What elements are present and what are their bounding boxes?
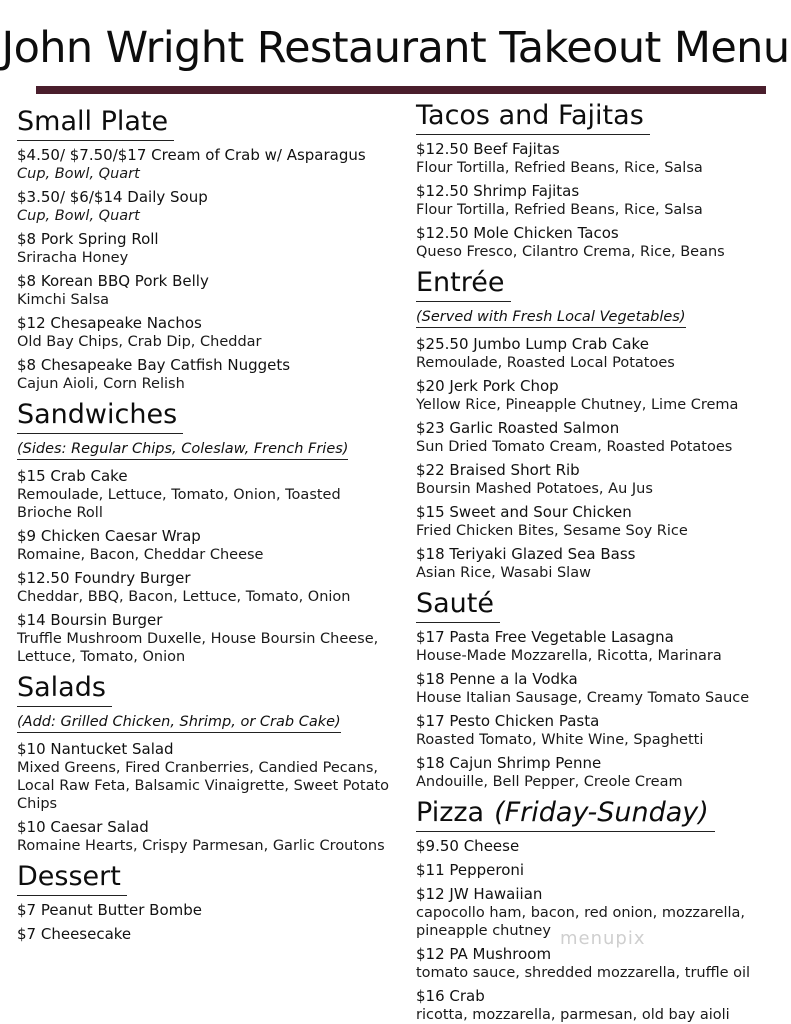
section-small-plate bbox=[17, 104, 397, 393]
menu-item bbox=[416, 545, 788, 582]
menu-item bbox=[416, 712, 788, 749]
menu-item-description: Asian Rice, Wasabi Slaw bbox=[416, 565, 591, 581]
menu-item bbox=[416, 670, 788, 707]
menu-item bbox=[416, 224, 788, 261]
menu-item-description: Sriracha Honey bbox=[17, 250, 129, 266]
menu-item bbox=[17, 569, 397, 606]
menu-item-description: Romaine, Bacon, Cheddar Cheese bbox=[17, 547, 264, 563]
section-heading bbox=[17, 397, 183, 434]
section-note: (Sides: Regular Chips, Coleslaw, French Fries) bbox=[17, 440, 348, 460]
menu-item-name-price: $10 Caesar Salad bbox=[17, 818, 149, 836]
menu-item-description: capocollo ham, bacon, red onion, mozzarella, pineapple chutney bbox=[416, 905, 746, 939]
menu-item bbox=[17, 467, 397, 522]
section-heading-extra: (Friday-Sunday) bbox=[494, 797, 709, 828]
menu-item bbox=[416, 419, 788, 456]
section-heading-text: Small Plate bbox=[17, 106, 169, 137]
menu-item bbox=[17, 146, 397, 183]
section-heading bbox=[416, 265, 511, 302]
section-sandwiches bbox=[17, 397, 397, 666]
menu-item bbox=[416, 628, 788, 665]
menu-item-name-price: $8 Pork Spring Roll bbox=[17, 230, 159, 248]
menu-item-description: Flour Tortilla, Refried Beans, Rice, Salsa bbox=[416, 202, 703, 218]
menu-item-description: Cajun Aioli, Corn Relish bbox=[17, 376, 185, 392]
menu-item-description: Romaine Hearts, Crispy Parmesan, Garlic Croutons bbox=[17, 838, 385, 854]
menu-item-description: Yellow Rice, Pineapple Chutney, Lime Crema bbox=[416, 397, 739, 413]
section-tacos-and-fajitas bbox=[416, 98, 788, 261]
menu-item bbox=[17, 925, 397, 944]
menu-item-description: Remoulade, Roasted Local Potatoes bbox=[416, 355, 675, 371]
menu-item bbox=[416, 461, 788, 498]
section-heading-text: Pizza bbox=[416, 797, 485, 828]
title-divider bbox=[36, 86, 766, 94]
menu-item bbox=[416, 140, 788, 177]
menu-title: John Wright Restaurant Takeout Menu bbox=[1, 23, 790, 73]
menu-item bbox=[17, 611, 397, 666]
menu-item-name-price: $10 Nantucket Salad bbox=[17, 740, 174, 758]
section-note: (Served with Fresh Local Vegetables) bbox=[416, 308, 686, 328]
menu-item-name-price: $15 Sweet and Sour Chicken bbox=[416, 503, 632, 521]
menu-item-description: House Italian Sausage, Creamy Tomato Sauce bbox=[416, 690, 750, 706]
menu-item-description: House-Made Mozzarella, Ricotta, Marinara bbox=[416, 648, 722, 664]
menu-item-name-price: $7 Cheesecake bbox=[17, 925, 132, 943]
menu-item-name-price: $11 Pepperoni bbox=[416, 861, 525, 879]
right-column bbox=[416, 98, 788, 1024]
menu-item bbox=[17, 230, 397, 267]
section-pizza bbox=[416, 795, 788, 1024]
section-salads bbox=[17, 670, 397, 855]
menu-item-description: Roasted Tomato, White Wine, Spaghetti bbox=[416, 732, 704, 748]
watermark: menupix bbox=[560, 928, 646, 949]
menu-item bbox=[416, 182, 788, 219]
menu-item-name-price: $22 Braised Short Rib bbox=[416, 461, 580, 479]
menu-item-description: tomato sauce, shredded mozzarella, truffle oil bbox=[416, 965, 751, 981]
menu-item-name-price: $12 Chesapeake Nachos bbox=[17, 314, 202, 332]
section-heading bbox=[416, 795, 715, 832]
menu-item-name-price: $12.50 Shrimp Fajitas bbox=[416, 182, 580, 200]
menu-item bbox=[416, 987, 788, 1024]
menu-item-description: Fried Chicken Bites, Sesame Soy Rice bbox=[416, 523, 688, 539]
menu-item-name-price: $17 Pesto Chicken Pasta bbox=[416, 712, 600, 730]
section-note: (Add: Grilled Chicken, Shrimp, or Crab Cake) bbox=[17, 713, 341, 733]
menu-item bbox=[17, 901, 397, 920]
menu-item-name-price: $8 Chesapeake Bay Catfish Nuggets bbox=[17, 356, 291, 374]
menu-item-name-price: $12.50 Mole Chicken Tacos bbox=[416, 224, 619, 242]
menu-item bbox=[416, 377, 788, 414]
menu-item-description: Queso Fresco, Cilantro Crema, Rice, Beans bbox=[416, 244, 725, 260]
menu-item bbox=[416, 503, 788, 540]
section-heading-text: Tacos and Fajitas bbox=[416, 100, 644, 131]
menu-item bbox=[17, 314, 397, 351]
menu-item-name-price: $12.50 Beef Fajitas bbox=[416, 140, 560, 158]
section-heading bbox=[17, 104, 174, 141]
section-heading-text: Entrée bbox=[416, 267, 505, 298]
left-column bbox=[17, 104, 397, 944]
menu-item-description: Boursin Mashed Potatoes, Au Jus bbox=[416, 481, 653, 497]
menu-item-name-price: $23 Garlic Roasted Salmon bbox=[416, 419, 620, 437]
menu-item-name-price: $18 Penne a la Vodka bbox=[416, 670, 578, 688]
menu-item-description: Mixed Greens, Fired Cranberries, Candied Pecans, Local Raw Feta, Balsamic Vinaigrette, Sweet Potato Chips bbox=[17, 760, 390, 812]
menu-item-description: Sun Dried Tomato Cream, Roasted Potatoes bbox=[416, 439, 733, 455]
menu-item-name-price: $8 Korean BBQ Pork Belly bbox=[17, 272, 209, 290]
menu-item bbox=[416, 754, 788, 791]
menu-item-name-price: $12 PA Mushroom bbox=[416, 945, 552, 963]
section-dessert bbox=[17, 859, 397, 944]
menu-item bbox=[17, 818, 397, 855]
menu-item-description: Remoulade, Lettuce, Tomato, Onion, Toasted Brioche Roll bbox=[17, 487, 341, 521]
menu-item-description: Flour Tortilla, Refried Beans, Rice, Salsa bbox=[416, 160, 703, 176]
menu-item-name-price: $15 Crab Cake bbox=[17, 467, 128, 485]
menu-item-name-price: $18 Cajun Shrimp Penne bbox=[416, 754, 602, 772]
section-heading-text: Salads bbox=[17, 672, 106, 703]
menu-item-description: Cup, Bowl, Quart bbox=[17, 166, 140, 182]
menu-item-name-price: $9.50 Cheese bbox=[416, 837, 520, 855]
menu-item-name-price: $9 Chicken Caesar Wrap bbox=[17, 527, 201, 545]
menu-item-description: Kimchi Salsa bbox=[17, 292, 110, 308]
menu-item-name-price: $7 Peanut Butter Bombe bbox=[17, 901, 203, 919]
menu-item-name-price: $3.50/ $6/$14 Daily Soup bbox=[17, 188, 208, 206]
menu-item-description: Cheddar, BBQ, Bacon, Lettuce, Tomato, Onion bbox=[17, 589, 351, 605]
menu-item-name-price: $25.50 Jumbo Lump Crab Cake bbox=[416, 335, 649, 353]
menu-item bbox=[17, 188, 397, 225]
section-heading-text: Dessert bbox=[17, 861, 121, 892]
menu-item-name-price: $4.50/ $7.50/$17 Cream of Crab w/ Asparagus bbox=[17, 146, 366, 164]
menu-item-name-price: $12 JW Hawaiian bbox=[416, 885, 543, 903]
section-heading-text: Sauté bbox=[416, 588, 494, 619]
section-heading-text: Sandwiches bbox=[17, 399, 178, 430]
menu-item-description: ricotta, mozzarella, parmesan, old bay aioli bbox=[416, 1007, 730, 1023]
menu-item-name-price: $12.50 Foundry Burger bbox=[17, 569, 191, 587]
menu-item-name-price: $17 Pasta Free Vegetable Lasagna bbox=[416, 628, 674, 646]
menu-item bbox=[416, 945, 788, 982]
section-saute bbox=[416, 586, 788, 791]
menu-item bbox=[17, 527, 397, 564]
section-entree bbox=[416, 265, 788, 582]
menu-item bbox=[17, 740, 397, 813]
menu-item-description: Old Bay Chips, Crab Dip, Cheddar bbox=[17, 334, 262, 350]
menu-item-name-price: $20 Jerk Pork Chop bbox=[416, 377, 559, 395]
section-heading bbox=[416, 98, 650, 135]
menu-item bbox=[416, 837, 788, 856]
menu-item-description: Cup, Bowl, Quart bbox=[17, 208, 140, 224]
menu-item-name-price: $18 Teriyaki Glazed Sea Bass bbox=[416, 545, 636, 563]
section-heading bbox=[17, 859, 127, 896]
section-heading bbox=[17, 670, 112, 707]
menu-item-description: Truffle Mushroom Duxelle, House Boursin Cheese, Lettuce, Tomato, Onion bbox=[17, 631, 379, 665]
menu-item bbox=[416, 861, 788, 880]
menu-item-description: Andouille, Bell Pepper, Creole Cream bbox=[416, 774, 683, 790]
section-heading bbox=[416, 586, 500, 623]
menu-item bbox=[17, 272, 397, 309]
menu-item-name-price: $16 Crab bbox=[416, 987, 485, 1005]
menu-item bbox=[416, 335, 788, 372]
menu-item-name-price: $14 Boursin Burger bbox=[17, 611, 163, 629]
menu-item bbox=[17, 356, 397, 393]
